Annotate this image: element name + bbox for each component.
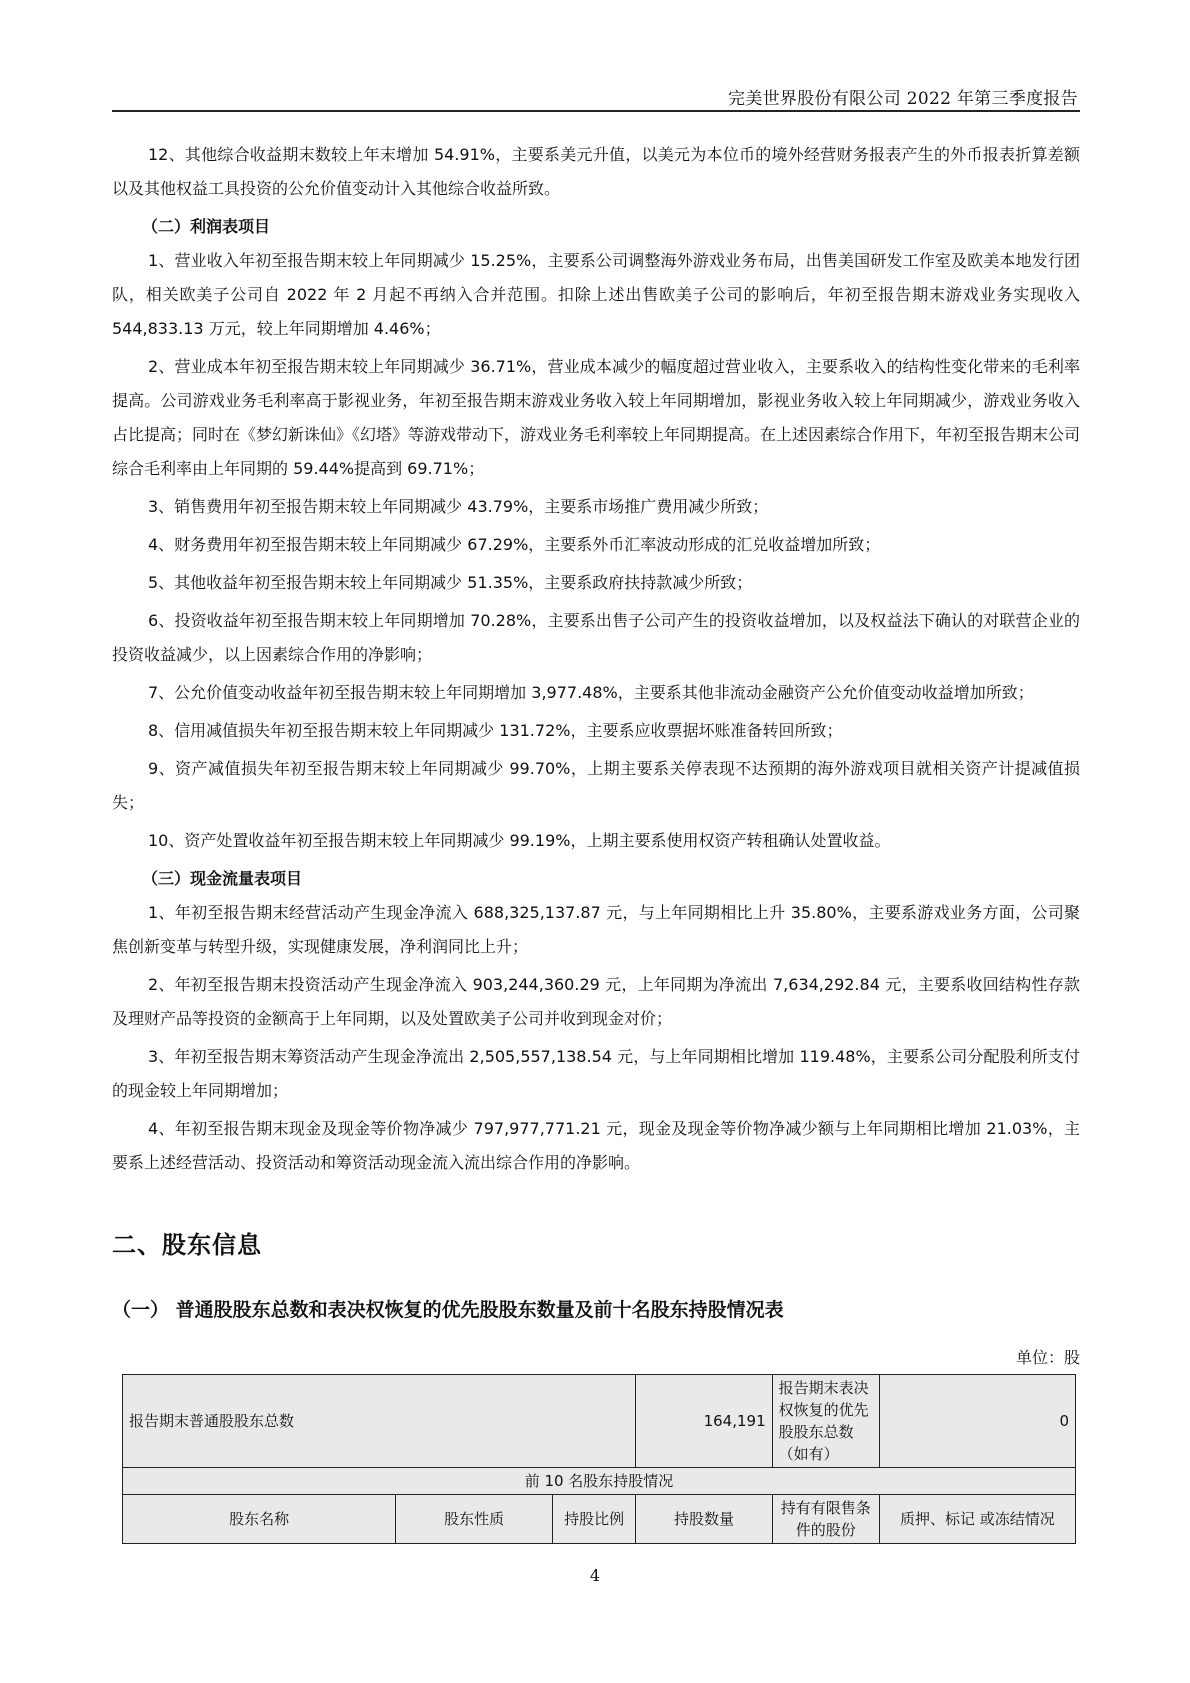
income-item-1: 1、营业收入年初至报告期末较上年同期减少 15.25%，主要系公司调整海外游戏业务布局，出售美国研发工作室及欧美本地发行团队，相关欧美子公司自 2022 年 2 月起不再纳入合并范围。扣除上述出售欧美子公司的影响后，年初至报告期末游戏业务实现收入 544,833.13 万元，较上年同期增加 4.46%； <box>112 251 1080 338</box>
main-content <box>112 138 1080 1180</box>
shareholder-table <box>122 1374 1076 1544</box>
page-number: 4 <box>589 1566 601 1585</box>
table-header-row <box>123 1495 1076 1544</box>
cashflow-item-3: 3、年初至报告期末筹资活动产生现金净流出 2,505,557,138.54 元，与上年同期相比增加 119.48%，主要系公司分配股利所支付的现金较上年同期增加； <box>112 1047 1080 1100</box>
cashflow-section-title: （三）现金流量表项目 <box>142 869 303 888</box>
col-restricted-shares: 持有有限售条件的股份 <box>772 1495 879 1544</box>
col-share-ratio: 持股比例 <box>552 1495 636 1544</box>
table-row <box>123 1468 1076 1495</box>
total-shareholders-label: 报告期末普通股股东总数 <box>123 1375 636 1468</box>
col-pledge-status: 质押、标记 或冻结情况 <box>879 1495 1075 1544</box>
income-section-title: （二）利润表项目 <box>142 217 271 236</box>
preferred-shareholders-value: 0 <box>879 1375 1075 1468</box>
income-item-10: 10、资产处置收益年初至报告期末较上年同期减少 99.19%，上期主要系使用权资产转租确认处置收益。 <box>148 831 891 850</box>
cashflow-item-4: 4、年初至报告期末现金及现金等价物净减少 797,977,771.21 元，现金及现金等价物净减少额与上年同期相比增加 21.03%，主要系上述经营活动、投资活动和筹资活动现金流入流出综合作用的净影响。 <box>112 1119 1080 1172</box>
unit-label: 单位：股 <box>1015 1348 1080 1367</box>
top10-heading: 前 10 名股东持股情况 <box>123 1468 1076 1495</box>
col-shareholder-type: 股东性质 <box>396 1495 553 1544</box>
cashflow-item-1: 1、年初至报告期末经营活动产生现金净流入 688,325,137.87 元，与上年同期相比上升 35.80%，主要系游戏业务方面，公司聚焦创新变革与转型升级，实现健康发展，净利润同比上升； <box>112 903 1080 956</box>
income-item-5: 5、其他收益年初至报告期末较上年同期减少 51.35%，主要系政府扶持款减少所致； <box>148 573 753 592</box>
income-item-3: 3、销售费用年初至报告期末较上年同期减少 43.79%，主要系市场推广费用减少所致； <box>148 497 769 516</box>
col-shareholder-name: 股东名称 <box>123 1495 396 1544</box>
paragraph-12: 12、其他综合收益期末数较上年末增加 54.91%，主要系美元升值，以美元为本位币的境外经营财务报表产生的外币报表折算差额以及其他权益工具投资的公允价值变动计入其他综合收益所致。 <box>112 145 1080 198</box>
income-item-9: 9、资产减值损失年初至报告期末较上年同期减少 99.70%，上期主要系关停表现不达预期的海外游戏项目就相关资产计提减值损失； <box>112 759 1080 812</box>
table-row <box>123 1375 1076 1468</box>
page-header <box>112 78 1080 112</box>
income-item-6: 6、投资收益年初至报告期末较上年同期增加 70.28%，主要系出售子公司产生的投资收益增加，以及权益法下确认的对联营企业的投资收益减少，以上因素综合作用的净影响； <box>112 611 1080 664</box>
col-share-quantity: 持股数量 <box>636 1495 772 1544</box>
income-item-4: 4、财务费用年初至报告期末较上年同期减少 67.29%，主要系外币汇率波动形成的汇兑收益增加所致； <box>148 535 881 554</box>
cashflow-item-2: 2、年初至报告期末投资活动产生现金净流入 903,244,360.29 元，上年同期为净流出 7,634,292.84 元，主要系收回结构性存款及理财产品等投资的金额高于上年同期，以及处置欧美子公司并收到现金对价； <box>112 975 1080 1028</box>
total-shareholders-value: 164,191 <box>636 1375 772 1468</box>
income-item-7: 7、公允价值变动收益年初至报告期末较上年同期增加 3,977.48%，主要系其他非流动金融资产公允价值变动收益增加所致； <box>148 683 1034 702</box>
header-title: 完美世界股份有限公司 2022 年第三季度报告 <box>728 89 1078 109</box>
preferred-shareholders-label: 报告期末表决权恢复的优先股股东总数（如有） <box>772 1375 879 1468</box>
income-item-2: 2、营业成本年初至报告期末较上年同期减少 36.71%，营业成本减少的幅度超过营业收入，主要系收入的结构性变化带来的毛利率提高。公司游戏业务毛利率高于影视业务，年初至报告期末游戏业务收入较上年同期增加，影视业务收入较上年同期减少，游戏业务收入占比提高；同时在《梦幻新诛仙》《幻塔》等游戏带动下，游戏业务毛利率较上年同期提高。在上述因素综合作用下，年初至报告期末公司综合毛利率由上年同期的 59.44%提高到 69.71%； <box>112 357 1081 478</box>
shareholder-subsection-title: （一） 普通股股东总数和表决权恢复的优先股股东数量及前十名股东持股情况表 <box>112 1299 784 1321</box>
shareholder-section-title: 二、股东信息 <box>112 1231 262 1259</box>
income-item-8: 8、信用减值损失年初至报告期末较上年同期减少 131.72%，主要系应收票据坏账准备转回所致； <box>148 721 843 740</box>
